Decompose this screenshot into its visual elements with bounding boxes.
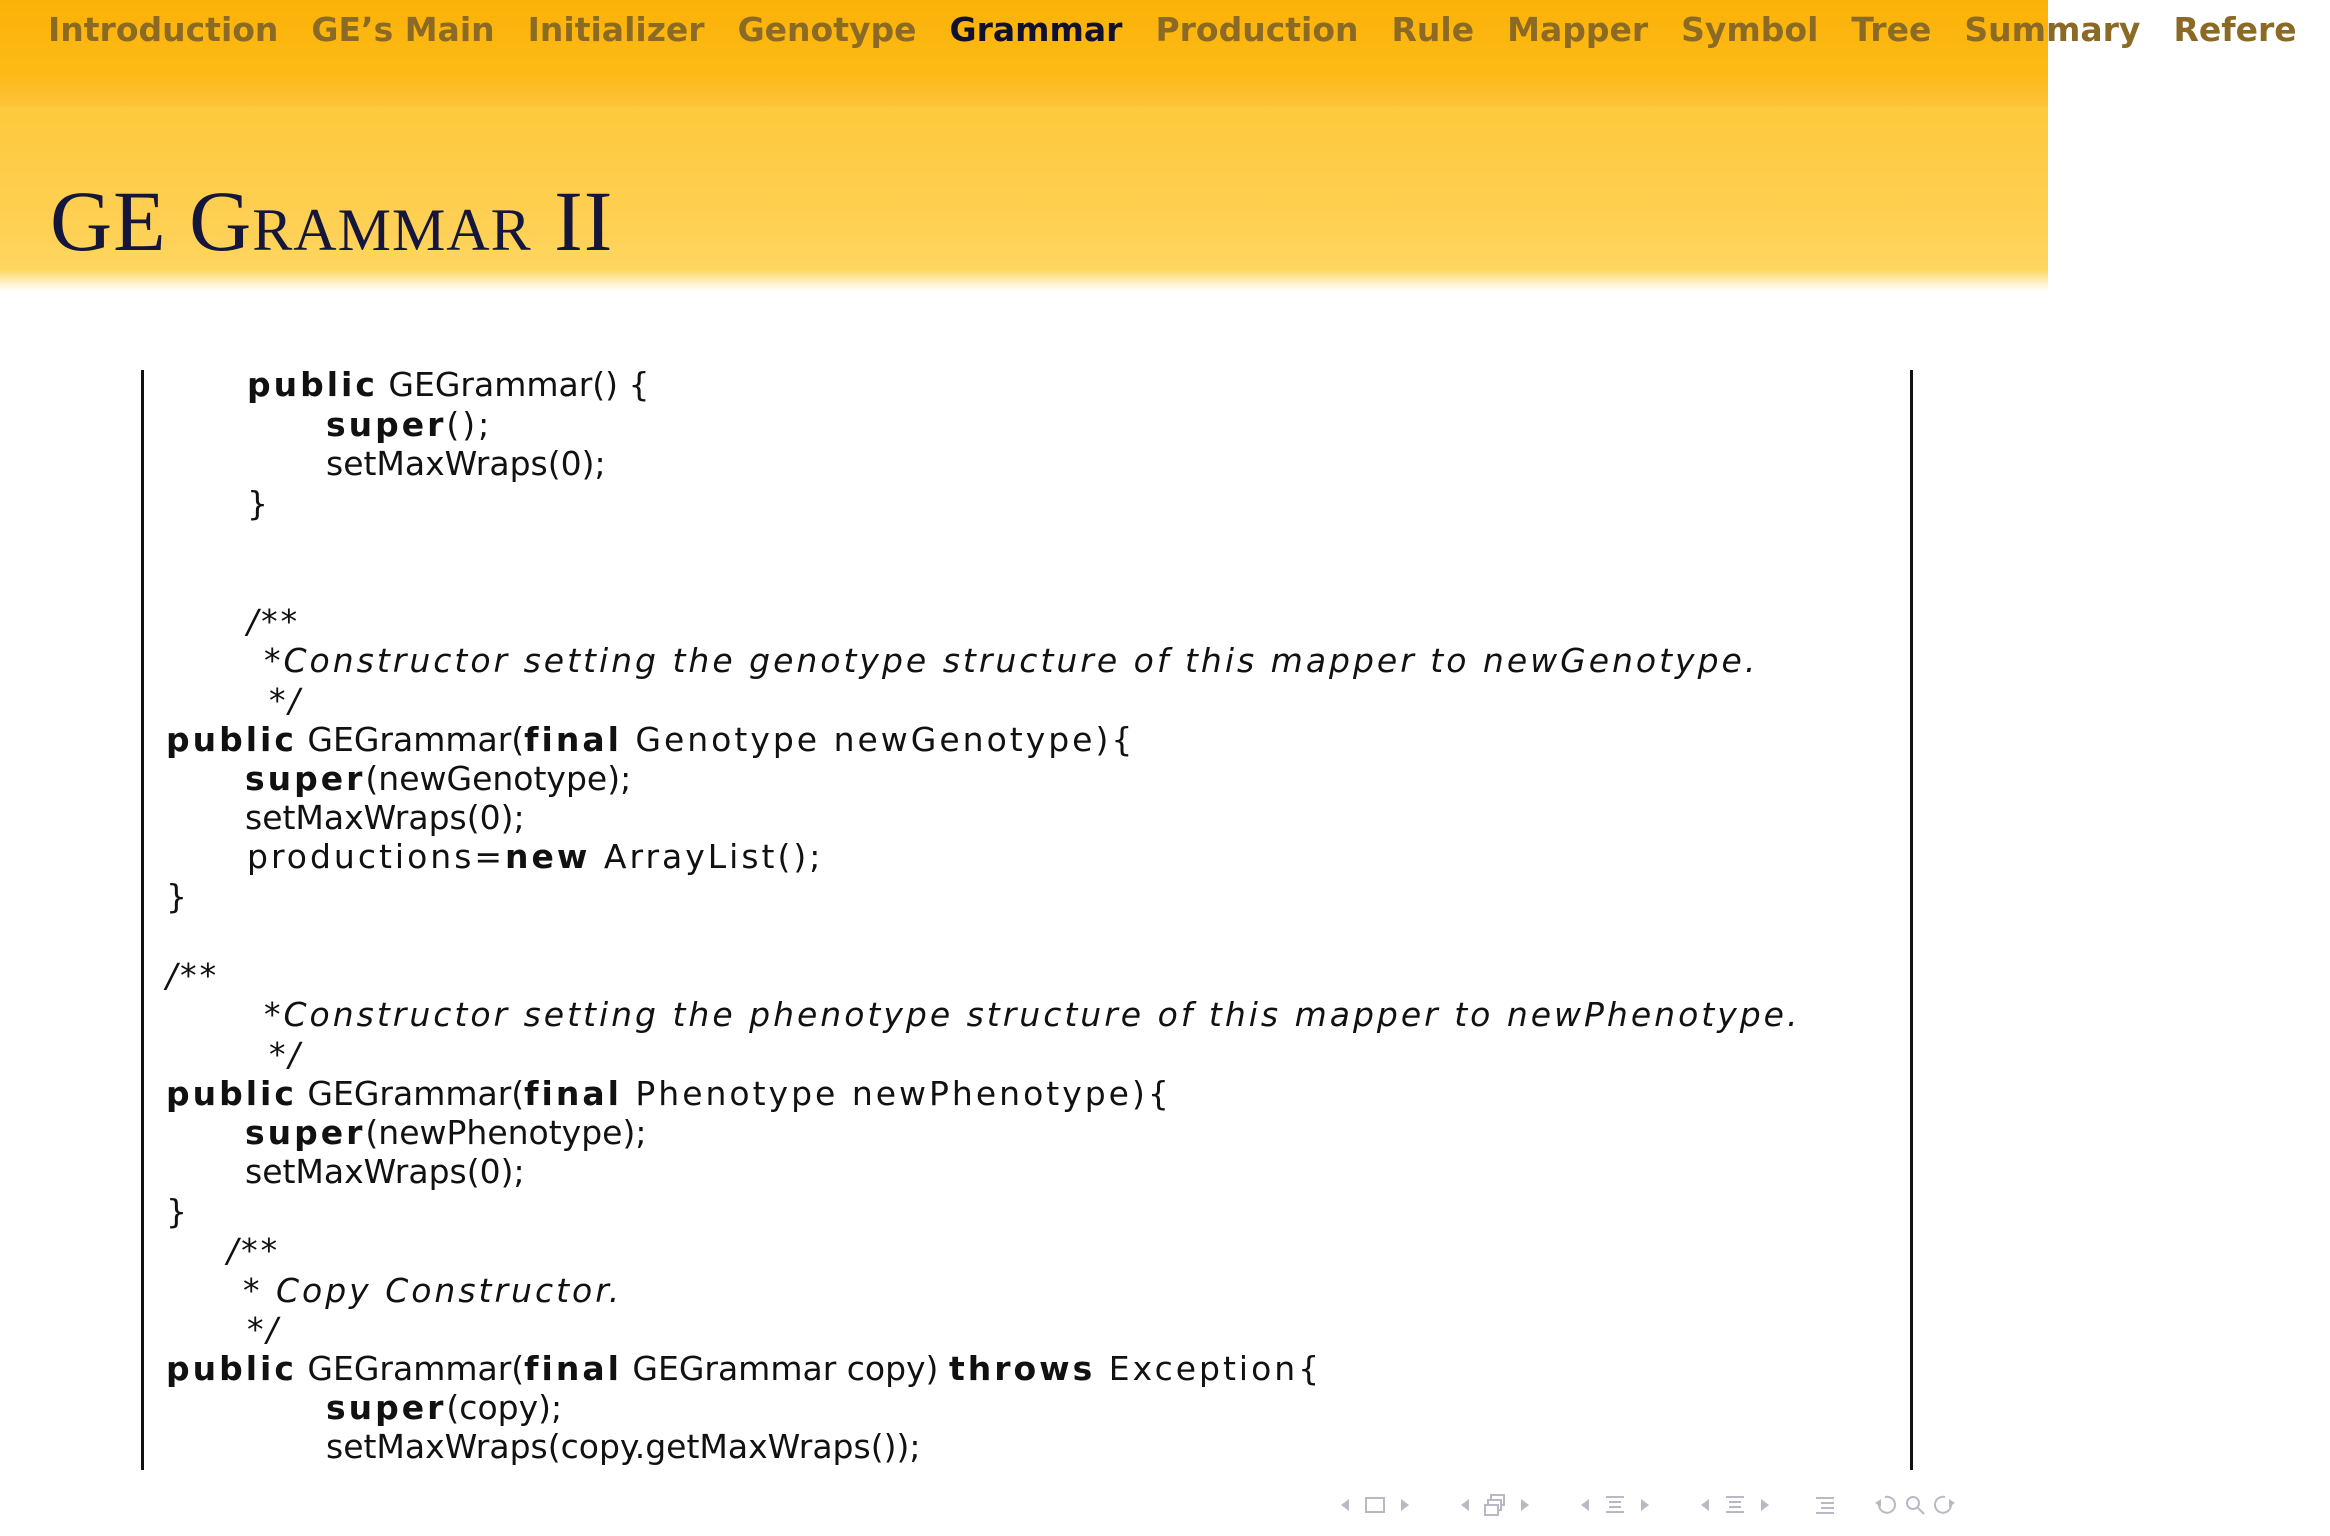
nav-item-initializer[interactable]: Initializer	[527, 10, 705, 49]
nav-item-refere[interactable]: Refere	[2173, 10, 2297, 49]
beamer-navigation-symbols	[1330, 1490, 1990, 1520]
code-comment: */	[269, 1035, 303, 1074]
code-keyword: final	[524, 720, 622, 759]
code-frame	[141, 365, 1913, 1470]
beamer-nav-group	[1870, 1491, 1960, 1519]
code-line	[247, 602, 301, 641]
code-line	[326, 405, 493, 444]
navigation-bar	[0, 0, 2297, 106]
doc-next-icon[interactable]	[1753, 1491, 1777, 1519]
code-line	[166, 1074, 1172, 1113]
code-comment: * Copy Constructor.	[243, 1271, 623, 1310]
code-keyword: public	[166, 1349, 297, 1388]
subsection-prev-icon[interactable]	[1453, 1491, 1477, 1519]
frame-prev-icon[interactable]	[1333, 1491, 1357, 1519]
section-nav-list	[48, 8, 2330, 52]
nav-item-introduction[interactable]: Introduction	[48, 10, 279, 49]
code-text: GEGrammar() {	[377, 365, 650, 404]
code-keyword: super	[326, 1388, 447, 1427]
code-keyword: super	[245, 759, 366, 798]
code-text: GEGrammar(	[296, 1349, 525, 1388]
nav-item-genotype[interactable]: Genotype	[737, 10, 917, 49]
code-keyword: public	[247, 365, 378, 404]
frame-next-icon[interactable]	[1393, 1491, 1417, 1519]
code-line	[245, 1113, 647, 1152]
code-line	[264, 995, 1801, 1034]
nav-item-grammar[interactable]: Grammar	[949, 10, 1123, 49]
code-text: (newGenotype);	[365, 759, 632, 798]
doc-prev-icon[interactable]	[1693, 1491, 1717, 1519]
section-icon[interactable]	[1603, 1491, 1627, 1519]
code-text: (copy);	[446, 1388, 563, 1427]
back-icon[interactable]	[1873, 1491, 1897, 1519]
code-line	[166, 1192, 187, 1231]
code-keyword: final	[524, 1074, 622, 1113]
code-keyword: public	[166, 1074, 297, 1113]
code-text: }	[166, 1192, 187, 1231]
beamer-nav-group	[1810, 1491, 1840, 1519]
forward-icon[interactable]	[1933, 1491, 1957, 1519]
code-line	[247, 365, 650, 404]
code-text: GEGrammar(	[296, 720, 525, 759]
nav-item-summary[interactable]: Summary	[1964, 10, 2141, 49]
code-text: Exception{	[1095, 1349, 1323, 1388]
code-line	[166, 877, 187, 916]
code-line	[247, 837, 824, 876]
code-keyword: throws	[948, 1349, 1096, 1388]
code-comment: /**	[247, 602, 301, 641]
nav-item-symbol[interactable]: Symbol	[1681, 10, 1819, 49]
code-keyword: public	[166, 720, 297, 759]
code-line	[247, 484, 268, 523]
code-text: }	[166, 877, 187, 916]
code-comment: */	[247, 1310, 281, 1349]
code-text: (newPhenotype);	[365, 1113, 647, 1152]
code-text: ArrayList();	[590, 837, 824, 876]
code-comment: *Constructor setting the phenotype structure of this mapper to newPhenotype.	[264, 995, 1801, 1034]
code-text: setMaxWraps(0);	[245, 798, 525, 837]
code-line	[227, 1231, 281, 1270]
code-text: setMaxWraps(0);	[326, 444, 606, 483]
code-line	[269, 681, 303, 720]
code-keyword: final	[524, 1349, 622, 1388]
code-line	[166, 1349, 1323, 1388]
beamer-nav-group	[1330, 1491, 1420, 1519]
code-comment: *Constructor setting the genotype structure of this mapper to newGenotype.	[264, 641, 1759, 680]
search-icon[interactable]	[1903, 1491, 1927, 1519]
nav-item-mapper[interactable]: Mapper	[1507, 10, 1649, 49]
title-bar	[0, 106, 2048, 292]
doc-icon[interactable]	[1723, 1491, 1747, 1519]
code-line	[326, 444, 606, 483]
code-text: Phenotype newPhenotype){	[621, 1074, 1172, 1113]
code-keyword: new	[505, 837, 591, 876]
code-text: GEGrammar copy)	[621, 1349, 949, 1388]
code-listing	[144, 365, 1910, 1470]
code-line	[166, 956, 220, 995]
code-text: setMaxWraps(copy.getMaxWraps());	[326, 1427, 921, 1466]
code-text: productions=	[247, 837, 506, 876]
code-comment: /**	[166, 956, 220, 995]
code-line	[245, 759, 632, 798]
section-next-icon[interactable]	[1633, 1491, 1657, 1519]
code-comment: */	[269, 681, 303, 720]
code-line	[269, 1035, 303, 1074]
code-line	[243, 1271, 623, 1310]
code-text: Genotype newGenotype){	[621, 720, 1136, 759]
toc-icon[interactable]	[1813, 1491, 1837, 1519]
code-text: ();	[446, 405, 493, 444]
nav-item-rule[interactable]: Rule	[1391, 10, 1475, 49]
code-comment: /**	[227, 1231, 281, 1270]
code-keyword: super	[326, 405, 447, 444]
beamer-nav-group	[1570, 1491, 1660, 1519]
code-text: GEGrammar(	[296, 1074, 525, 1113]
code-line	[245, 1152, 525, 1191]
nav-item-tree[interactable]: Tree	[1851, 10, 1932, 49]
beamer-nav-group	[1450, 1491, 1540, 1519]
code-keyword: super	[245, 1113, 366, 1152]
code-line	[326, 1388, 563, 1427]
nav-item-ge-s-main[interactable]: GE’s Main	[311, 10, 495, 49]
frame-icon[interactable]	[1363, 1491, 1387, 1519]
code-line	[166, 720, 1136, 759]
code-line	[247, 1310, 281, 1349]
code-line	[326, 1427, 921, 1466]
nav-item-production[interactable]: Production	[1155, 10, 1359, 49]
section-prev-icon[interactable]	[1573, 1491, 1597, 1519]
subsection-icon[interactable]	[1483, 1491, 1507, 1519]
code-line	[245, 798, 525, 837]
code-text: setMaxWraps(0);	[245, 1152, 525, 1191]
code-line	[264, 641, 1759, 680]
page-title: GE Grammar II	[50, 173, 614, 269]
subsection-next-icon[interactable]	[1513, 1491, 1537, 1519]
beamer-nav-group	[1690, 1491, 1780, 1519]
code-text: }	[247, 484, 268, 523]
